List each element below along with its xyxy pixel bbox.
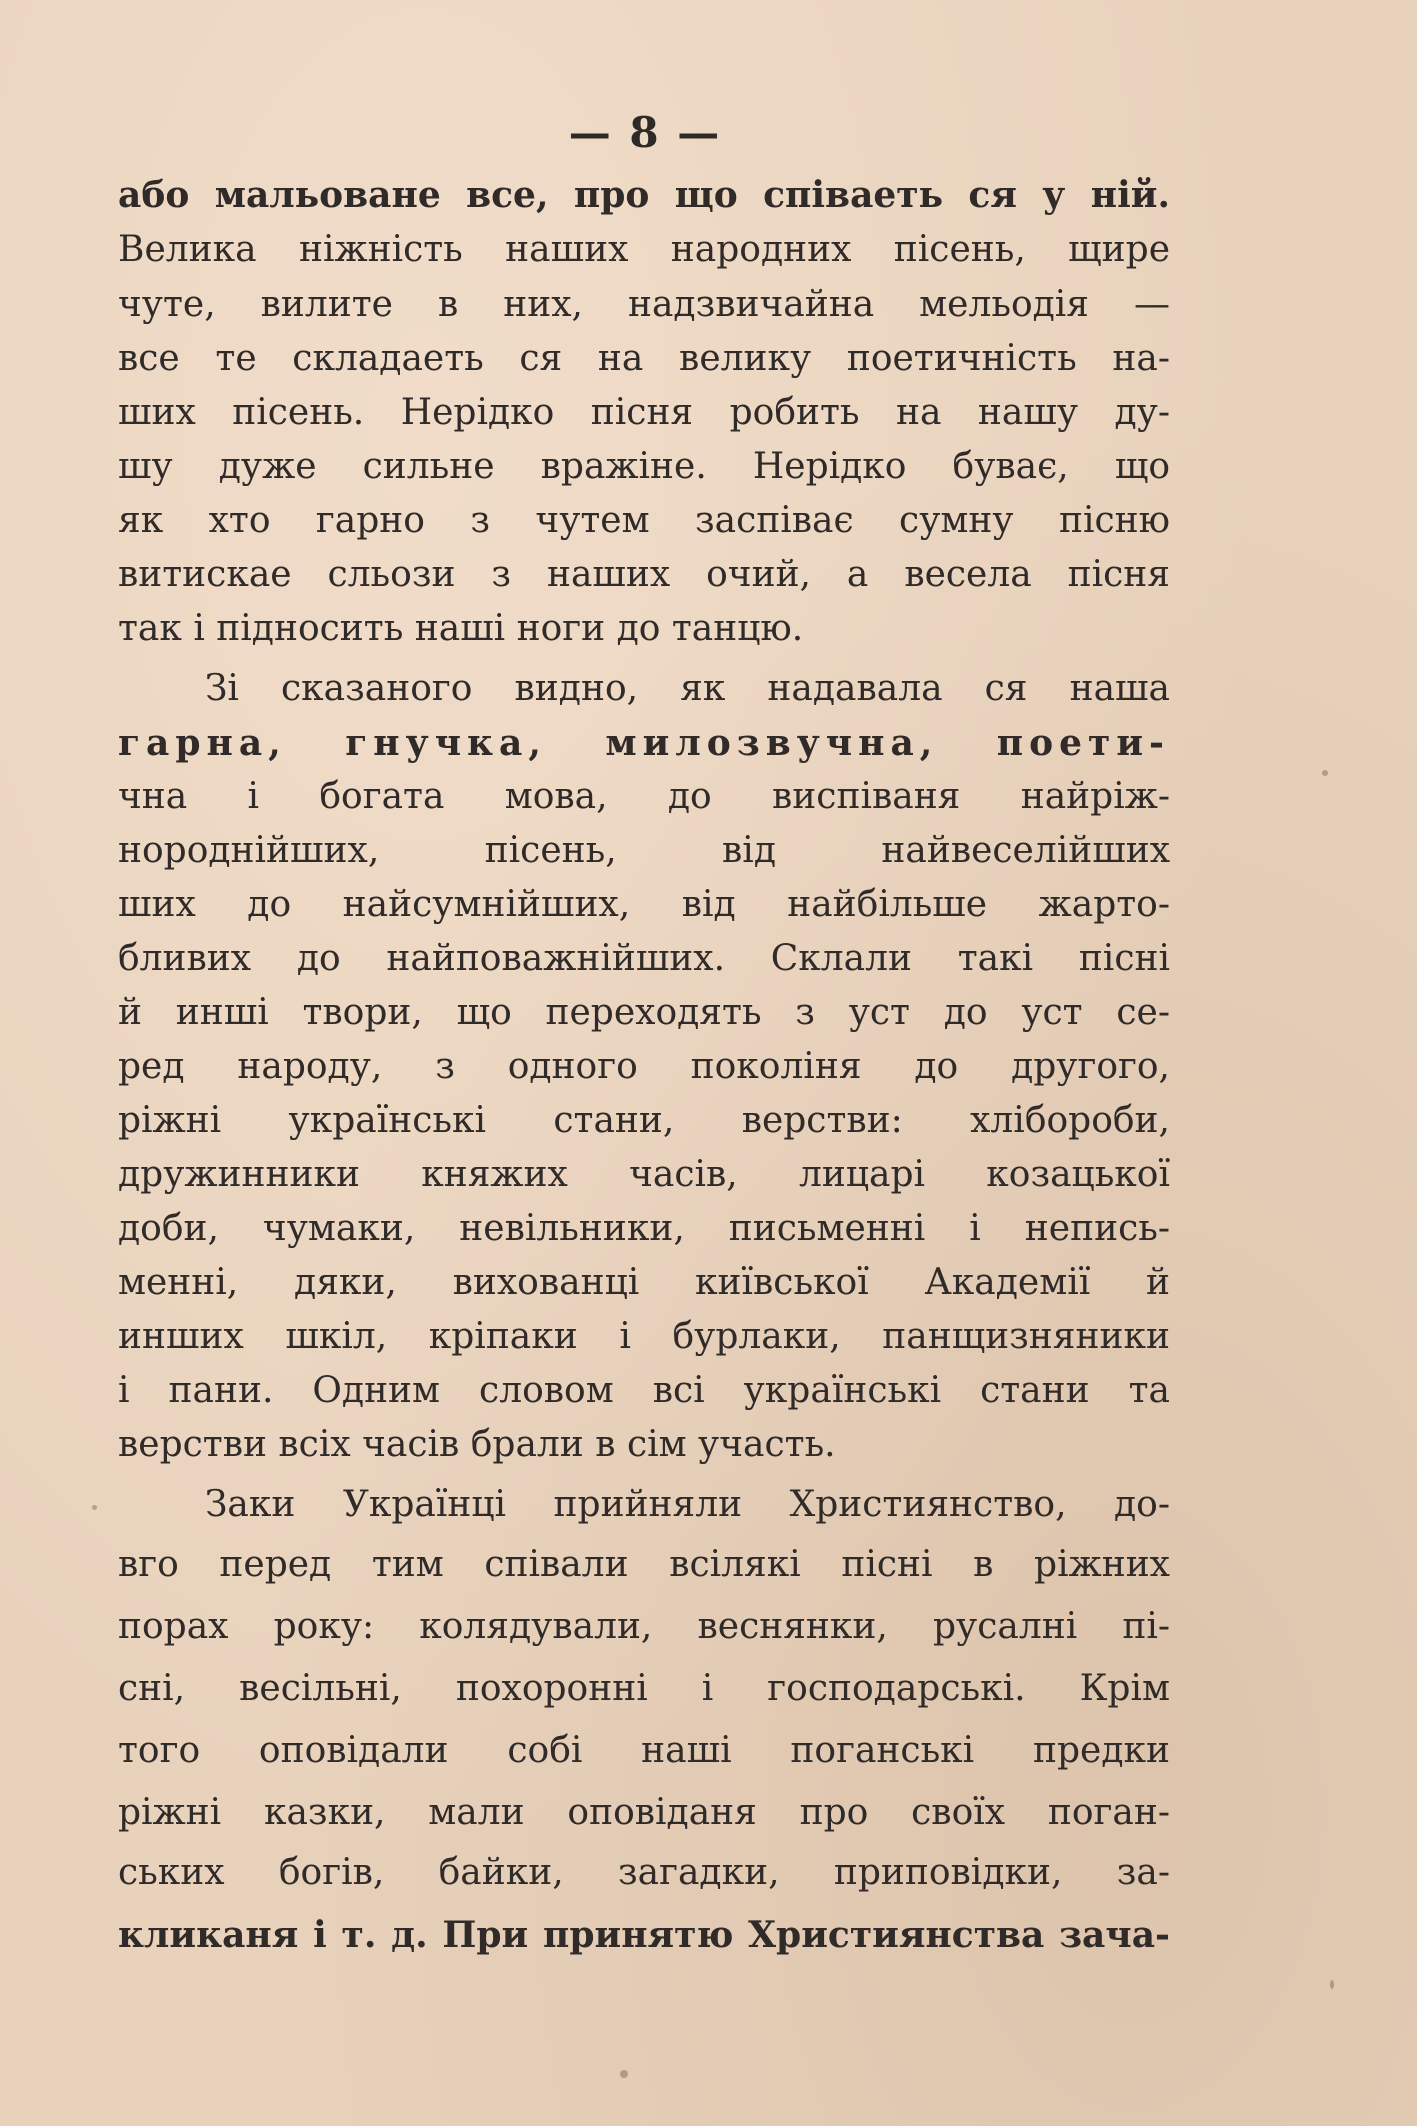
text-line: инших шкіл, кріпаки і бурлаки, панщизняники <box>118 1316 1170 1357</box>
text-line: й инші твори, що переходять з уст до уст се- <box>118 992 1170 1033</box>
paper-speck <box>1330 1980 1334 1989</box>
paper-speck <box>92 1505 97 1510</box>
text-line: дружинники княжих часів, лицарі козацької <box>118 1154 1170 1195</box>
text-line: ріжні українські стани, верстви: хлібороби, <box>118 1100 1170 1141</box>
text-line: менні, дяки, вихованці київської Академії й <box>118 1262 1170 1303</box>
text-line: порах року: колядували, веснянки, русалні пі- <box>118 1606 1170 1647</box>
text-line: шу дуже сильне вражіне. Нерідко буває, що <box>118 446 1170 487</box>
text-line: бливих до найповажнійших. Склали такі пісні <box>118 938 1170 979</box>
text-line: сні, весільні, похоронні і господарські. Крім <box>118 1668 1170 1709</box>
text-line: верстви всіх часів брали в сім участь. <box>118 1424 836 1465</box>
text-line: ред народу, з одного поколіня до другого, <box>118 1046 1170 1087</box>
text-line: Велика ніжність наших народних пісень, щире <box>118 229 1170 270</box>
text-line: ських богів, байки, загадки, приповідки, за- <box>118 1852 1170 1893</box>
text-line: вго перед тим співали всілякі пісні в ріжних <box>118 1544 1170 1585</box>
text-line: ших до найсумнійших, від найбільше жарто- <box>118 884 1170 925</box>
text-line: ших пісень. Нерідко пісня робить на нашу ду- <box>118 392 1170 433</box>
text-line: гарна, гнучка, милозвучна, поети- <box>118 722 1170 764</box>
text-line: чуте, вилите в них, надзвичайна мельодія — <box>118 284 1170 325</box>
text-line: ріжні казки, мали оповіданя про своїх поган- <box>118 1792 1170 1833</box>
text-line: або мальоване все, про що співаеть ся у ній. <box>118 174 1170 216</box>
text-line: доби, чумаки, невільники, письменні і непись- <box>118 1208 1170 1249</box>
text-line: чна і богата мова, до виспіваня найріж- <box>118 776 1170 817</box>
paper-speck <box>1322 770 1328 776</box>
text-line: кликаня і т. д. При принятю Християнства зача- <box>118 1914 1170 1956</box>
paper-speck <box>620 2070 628 2078</box>
text-line: так і підносить наші ноги до танцю. <box>118 608 804 649</box>
text-line: і пани. Одним словом всі українські стани та <box>118 1370 1170 1411</box>
text-line: все те складаеть ся на велику поетичність на- <box>118 338 1170 379</box>
text-line: Заки Українці прийняли Християнство, до- <box>205 1484 1170 1525</box>
text-line: витискае сльози з наших очий, а весела пісня <box>118 554 1170 595</box>
text-line: того оповідали собі наші поганські предки <box>118 1730 1170 1771</box>
text-line: Зі сказаного видно, як надавала ся наша <box>205 668 1170 709</box>
text-line: як хто гарно з чутем заспіває сумну пісню <box>118 500 1170 541</box>
page-number: — 8 — <box>568 108 722 157</box>
text-line: нороднійших, пісень, від найвеселійших <box>118 830 1170 871</box>
